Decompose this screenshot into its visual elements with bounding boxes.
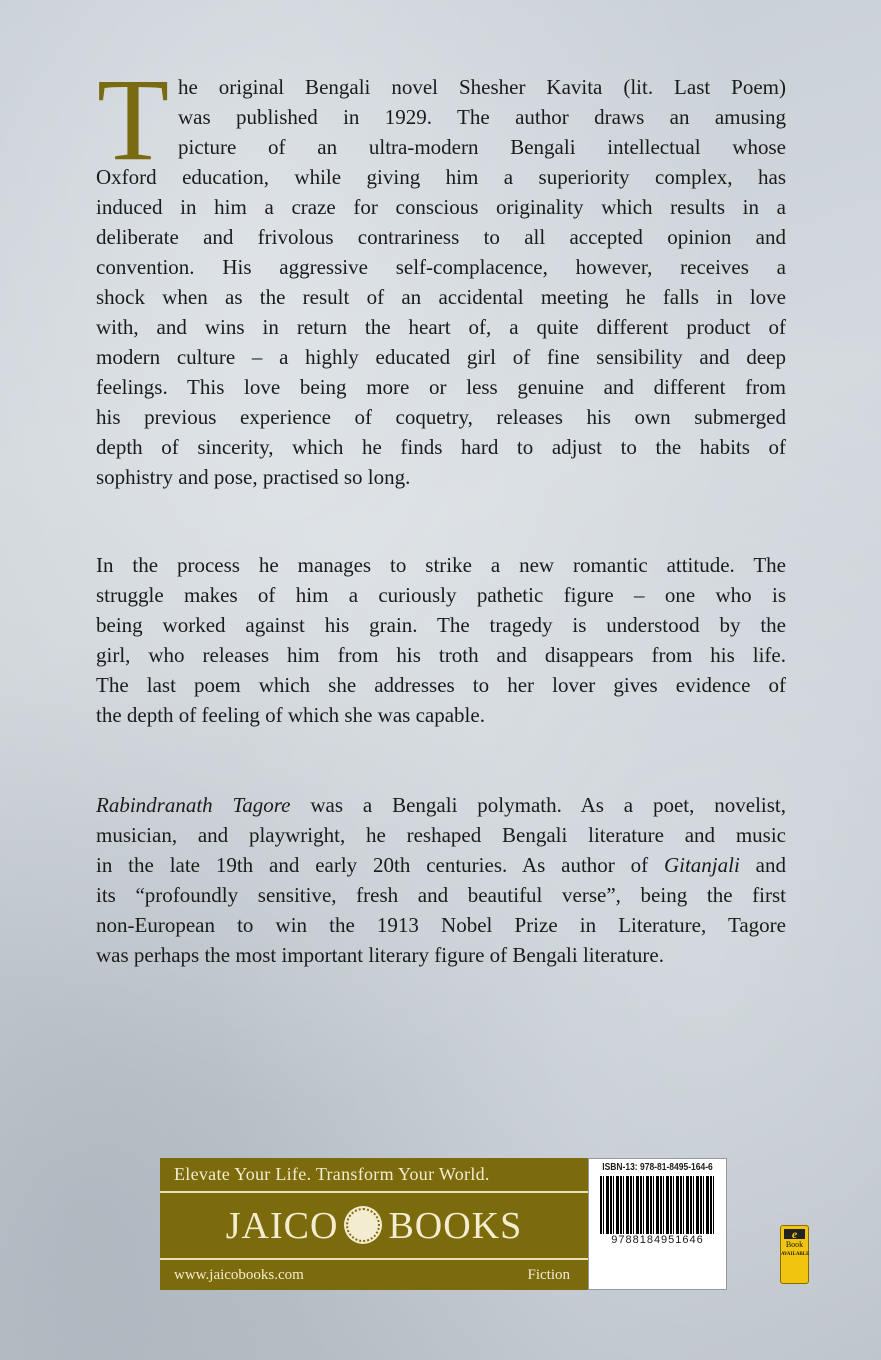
text: in the late 19th and early 20th centuries. As author of (96, 853, 664, 877)
text: was a Bengali polymath. As a poet, novelist, (290, 793, 786, 817)
text-line: picture of an ultra-modern Bengali intellectual whose (178, 135, 786, 159)
summary-paragraph-2 (96, 550, 786, 730)
publisher-logo (160, 1204, 588, 1248)
text-line: The last poem which she addresses to her lover gives evidence of (96, 673, 786, 697)
text-line: Oxford education, while giving him a superiority complex, has (96, 165, 786, 189)
publisher-banner (160, 1158, 588, 1290)
text-line: depth of sincerity, which he finds hard to adjust to the habits of (96, 435, 786, 459)
isbn-barcode (588, 1158, 727, 1290)
text-line: being worked against his grain. The tragedy is understood by the (96, 613, 786, 637)
divider (160, 1191, 588, 1193)
text-line: non-European to win the 1913 Nobel Prize in Literature, Tagore (96, 913, 786, 937)
ebook-icon: e (784, 1229, 805, 1239)
text-line: deliberate and frivolous contrariness to all accepted opinion and (96, 225, 786, 249)
logo-text: BOOKS (388, 1205, 523, 1247)
logo-text: JAICO (225, 1205, 339, 1247)
text-line: modern culture – a highly educated girl of fine sensibility and deep (96, 345, 786, 369)
text-line: In the process he manages to strike a new romantic attitude. The (96, 553, 786, 577)
divider (160, 1258, 588, 1260)
text-line (96, 790, 786, 820)
publisher-tagline: Elevate Your Life. Transform Your World. (174, 1164, 490, 1184)
text-line: he original Bengali novel Shesher Kavita (lit. Last Poem) (178, 75, 786, 99)
text: and (739, 853, 786, 877)
text-line: shock when as the result of an accidental meeting he falls in love (96, 285, 786, 309)
genre-label: Fiction (527, 1267, 570, 1283)
author-name: Rabindranath Tagore (96, 793, 291, 817)
text-line: the depth of feeling of which she was capable. (96, 703, 485, 727)
text-line: induced in him a craze for conscious originality which results in a (96, 195, 786, 219)
ebook-available-badge (780, 1225, 809, 1284)
text-line (96, 850, 786, 880)
text-line: his previous experience of coquetry, releases his own submerged (96, 405, 786, 429)
book-title: Gitanjali (663, 853, 740, 877)
badge-word: Book (785, 1240, 804, 1249)
barcode-digits: 9788184951646 (611, 1234, 704, 1246)
drop-cap: T (97, 54, 170, 185)
publisher-website: www.jaicobooks.com (174, 1267, 304, 1283)
summary-paragraph-1 (96, 54, 786, 492)
text-line: its “profoundly sensitive, fresh and beautiful verse”, being the first (96, 883, 786, 907)
text-line: convention. His aggressive self-complacence, however, receives a (96, 255, 786, 279)
text-line: feelings. This love being more or less genuine and different from (96, 375, 786, 399)
text-line: sophistry and pose, practised so long. (96, 465, 411, 489)
isbn-label: ISBN-13: 978-81-8495-164-6 (602, 1162, 713, 1173)
text-line: musician, and playwright, he reshaped Bengali literature and music (96, 823, 786, 847)
text-line: was perhaps the most important literary figure of Bengali literature. (96, 943, 664, 967)
wheel-emblem-icon (346, 1208, 380, 1242)
text-line: with, and wins in return the heart of, a quite different product of (96, 315, 786, 339)
text-line: was published in 1929. The author draws an amusing (178, 105, 786, 129)
text-line: struggle makes of him a curiously pathetic figure – one who is (96, 583, 786, 607)
text-line: girl, who releases him from his troth and disappears from his life. (96, 643, 786, 667)
barcode-bars (600, 1176, 715, 1234)
author-bio (96, 790, 786, 970)
badge-status: AVAILABLE (781, 1252, 810, 1257)
